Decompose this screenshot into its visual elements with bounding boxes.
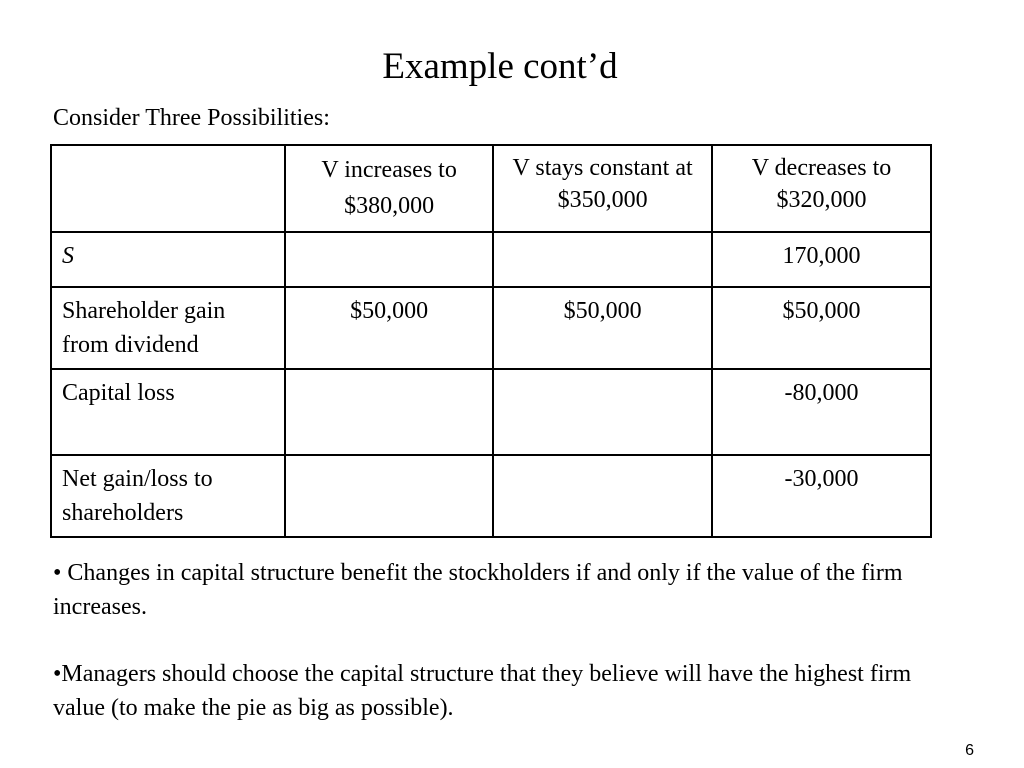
page-number: 6 bbox=[965, 742, 974, 759]
header-v-increases bbox=[285, 145, 493, 232]
row-label-net-gain-loss: Net gain/loss to shareholders bbox=[51, 455, 285, 537]
table-row bbox=[51, 287, 931, 369]
table-cell bbox=[285, 369, 493, 455]
table-cell bbox=[493, 455, 712, 537]
table-header-row bbox=[51, 145, 931, 232]
row-label-capital-loss: Capital loss bbox=[51, 369, 285, 455]
row-label-shareholder-gain: Shareholder gain from dividend bbox=[51, 287, 285, 369]
table-cell: 170,000 bbox=[712, 232, 931, 287]
table-cell bbox=[493, 369, 712, 455]
slide-subtitle: Consider Three Possibilities: bbox=[53, 105, 330, 131]
table-cell: $50,000 bbox=[285, 287, 493, 369]
header-v-decreases: V decreases to $320,000 bbox=[712, 145, 931, 232]
header-v-increases-line1: V increases to bbox=[321, 157, 457, 183]
slide-title: Example cont’d bbox=[382, 46, 618, 87]
bullet-managers-choose: •Managers should choose the capital structure that they believe will have the highest firm value (to make the pie as big as possible). bbox=[53, 661, 912, 721]
header-corner-cell bbox=[51, 145, 285, 232]
header-v-increases-line2: $380,000 bbox=[344, 193, 435, 219]
table-cell: -80,000 bbox=[712, 369, 931, 455]
row-label-s: S bbox=[51, 232, 285, 287]
possibilities-table bbox=[50, 144, 932, 538]
table-row bbox=[51, 369, 931, 455]
table-cell bbox=[285, 455, 493, 537]
table-cell bbox=[493, 232, 712, 287]
header-v-constant: V stays constant at $350,000 bbox=[493, 145, 712, 232]
table-row bbox=[51, 232, 931, 287]
table-cell: $50,000 bbox=[493, 287, 712, 369]
table-cell: -30,000 bbox=[712, 455, 931, 537]
bullet-capital-structure-benefit: • Changes in capital structure benefit the stockholders if and only if the value of the firm increases. bbox=[53, 560, 903, 620]
table-row bbox=[51, 455, 931, 537]
table-cell bbox=[285, 232, 493, 287]
table-cell: $50,000 bbox=[712, 287, 931, 369]
